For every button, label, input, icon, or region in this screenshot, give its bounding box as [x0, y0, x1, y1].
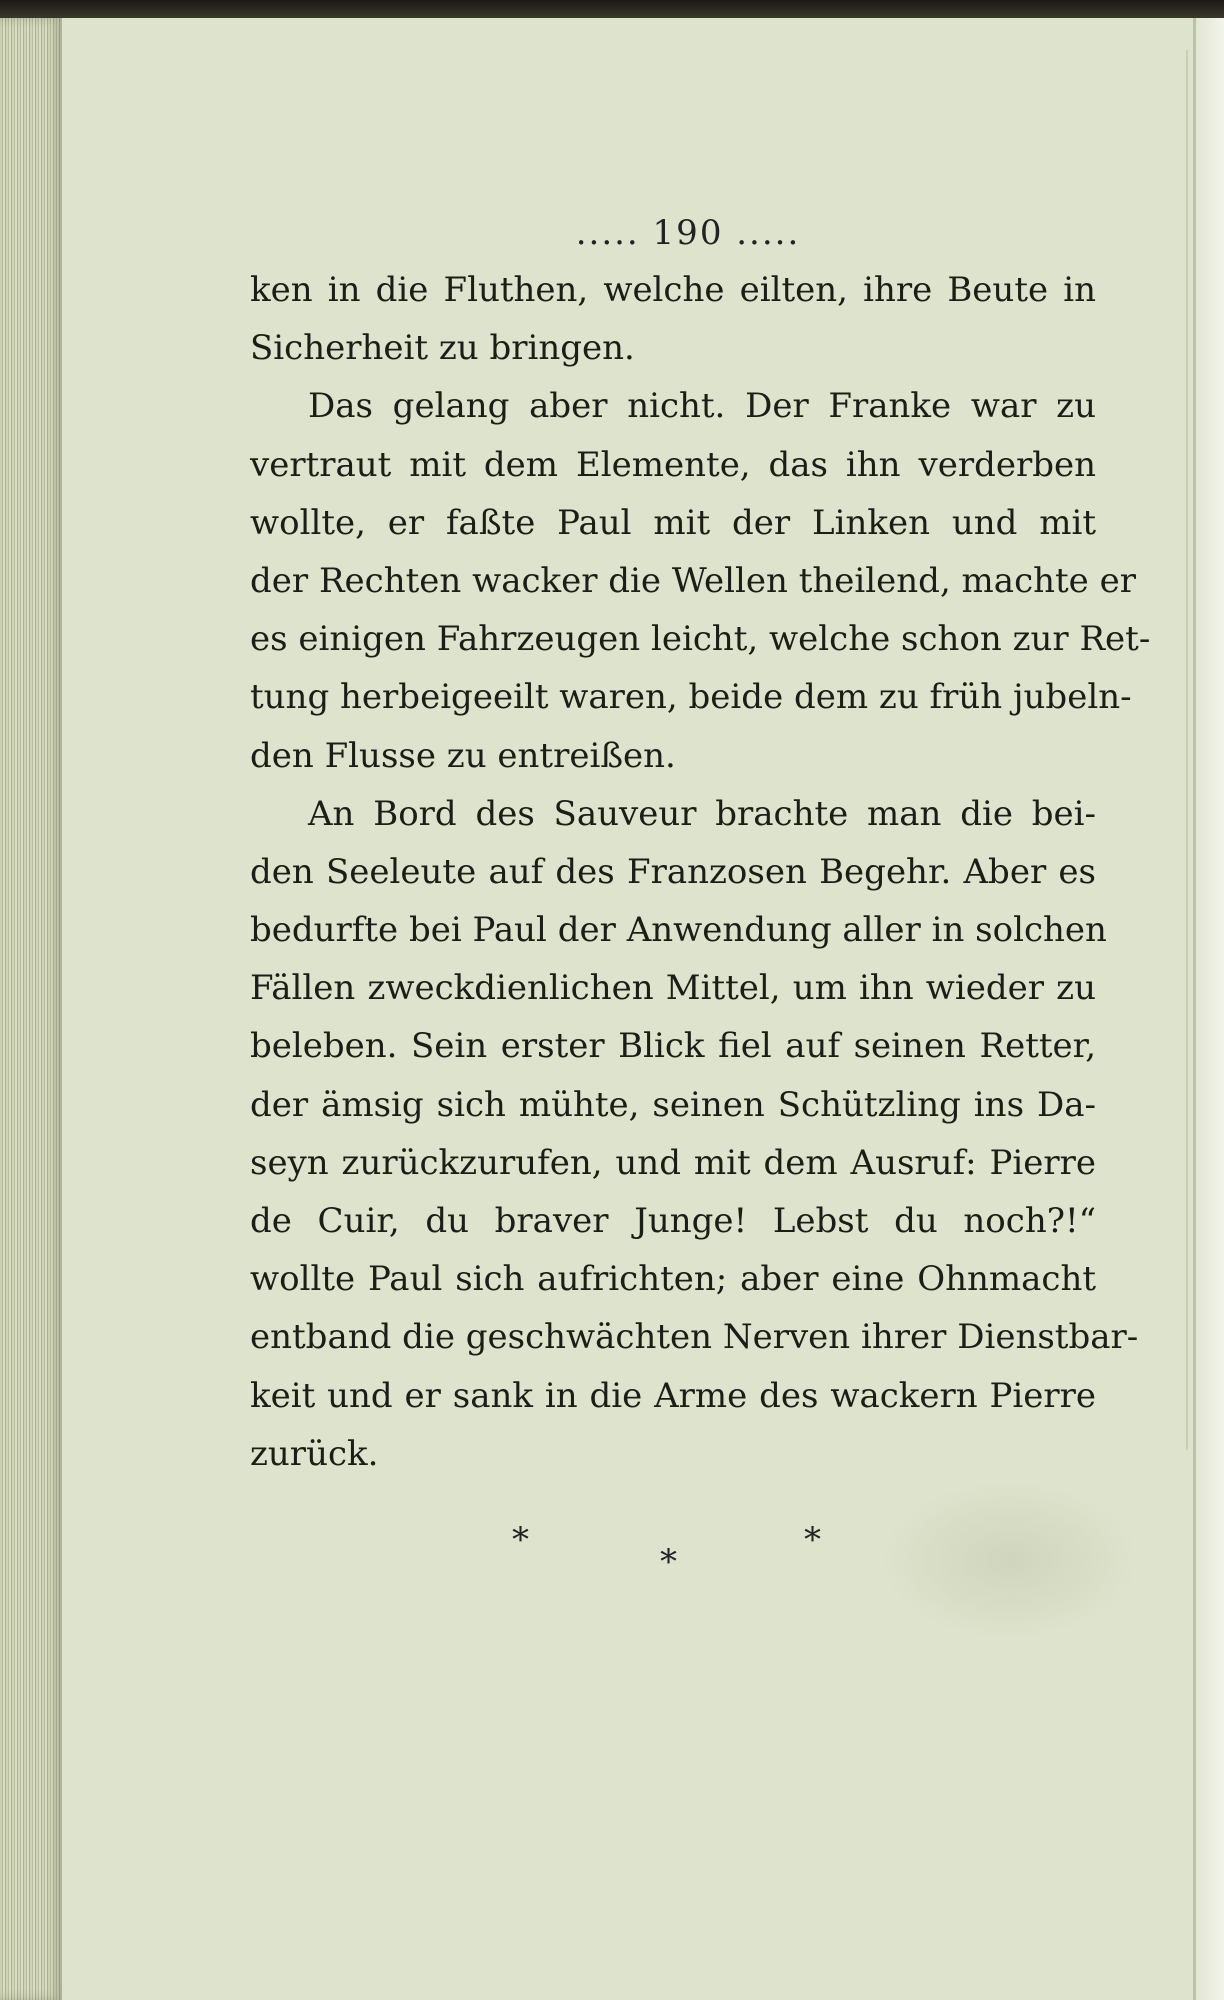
text-line: vertraut mit dem Elemente, das ihn verderben: [250, 444, 1096, 485]
text-line: beleben. Sein erster Blick fiel auf seinen Retter,: [250, 1026, 1096, 1067]
gutter-line: [1186, 50, 1188, 1450]
text-line: ken in die Fluthen, welche eilten, ihre Beute in: [250, 270, 1096, 310]
asterisk: *: [512, 1520, 529, 1560]
text-line: entband die geschwächten Nerven ihrer Dienstbar-: [250, 1317, 1139, 1358]
page-text: [250, 205, 1151, 1483]
text-line: tung herbeigeeilt waren, beide dem zu früh jubeln-: [250, 677, 1132, 718]
section-break-asterisks: [250, 1520, 1096, 1600]
text-line: keit und er sank in die Arme des wackern Pierre: [250, 1375, 1096, 1416]
text-line: der ämsig sich mühte, seinen Schützling ins Da-: [250, 1084, 1096, 1125]
text-line: wollte, er faßte Paul mit der Linken und mit: [250, 502, 1096, 543]
text-line: Fällen zweckdienlichen Mittel, um ihn wieder zu: [250, 968, 1096, 1009]
page-number-header: ..... 190 .....: [575, 213, 801, 253]
text-line: zurück.: [250, 1433, 379, 1474]
binding-gutter: [1193, 18, 1224, 2000]
page-stack-edge: [0, 18, 62, 2000]
text-line: Sicherheit zu bringen.: [250, 328, 635, 369]
text-line: wollte Paul sich aufrichten; aber eine Ohnmacht: [250, 1259, 1096, 1300]
asterisk: *: [804, 1520, 821, 1560]
book-top-edge: [0, 0, 1224, 18]
text-line: es einigen Fahrzeugen leicht, welche schon zur Ret-: [250, 619, 1151, 660]
text-line: den Flusse zu entreißen.: [250, 735, 676, 776]
asterisk: *: [660, 1542, 677, 1582]
text-line: de Cuir, du braver Junge! Lebst du noch?!“: [250, 1201, 1096, 1241]
text-line: An Bord des Sauveur brachte man die bei-: [308, 793, 1096, 834]
text-line: den Seeleute auf des Franzosen Begehr. Aber es: [250, 851, 1096, 892]
text-line: Das gelang aber nicht. Der Franke war zu: [308, 386, 1096, 427]
text-line: der Rechten wacker die Wellen theilend, machte er: [250, 560, 1136, 601]
text-line: seyn zurückzurufen, und mit dem Ausruf: Pierre: [250, 1142, 1096, 1183]
text-line: bedurfte bei Paul der Anwendung aller in solchen: [250, 910, 1107, 951]
